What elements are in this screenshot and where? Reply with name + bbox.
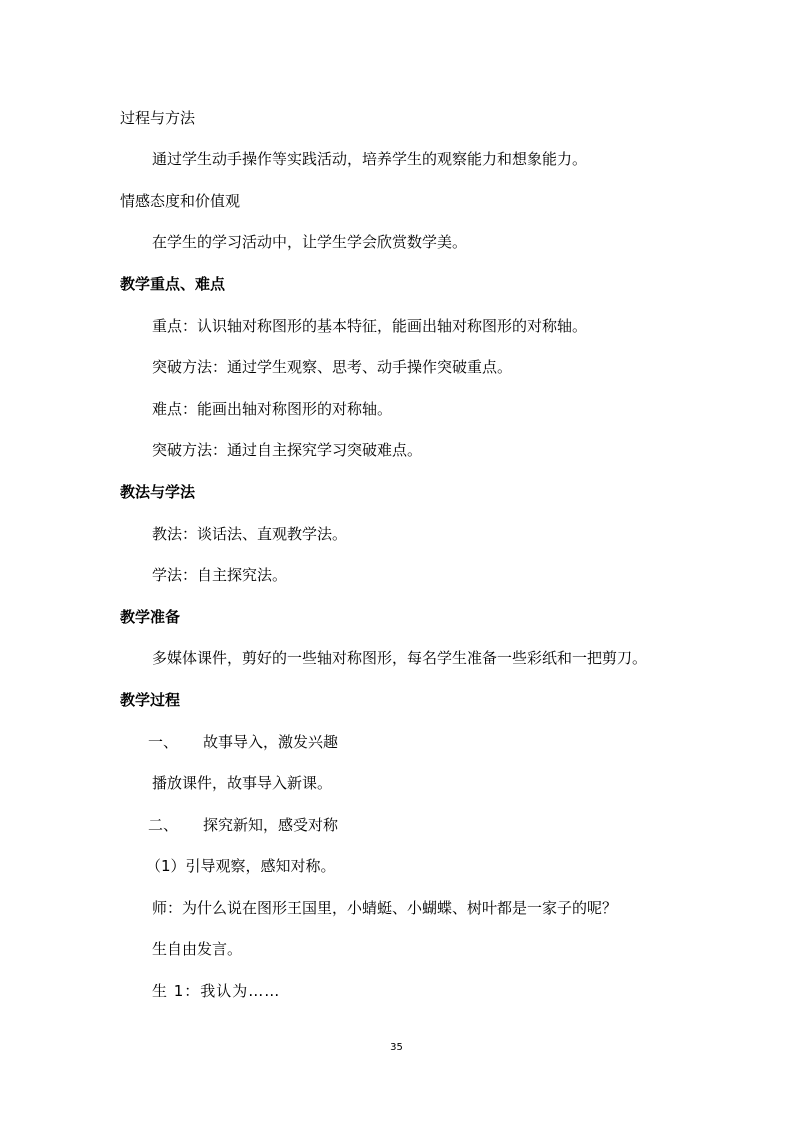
list-item-step2 [0,815,793,835]
page-number: 35 [390,1042,403,1053]
paragraph-emotion-values: 在学生的学习活动中，让学生学会欣赏数学美。 [152,233,468,251]
heading-process: 教学过程 [120,691,181,709]
heading-emotion-values: 情感态度和价值观 [120,192,241,210]
paragraph-student1: 生 1：我认为…… [152,982,281,1000]
paragraph-teaching-method: 教法：谈话法、直观教学法。 [152,525,348,543]
paragraph-key-point: 重点：认识轴对称图形的基本特征，能画出轴对称图形的对称轴。 [152,317,588,335]
paragraph-learning-method: 学法：自主探究法。 [152,566,288,584]
paragraph-sub1: （1）引导观察，感知对称。 [146,857,336,875]
list-title: 探究新知，感受对称 [203,816,339,834]
paragraph-step1: 播放课件，故事导入新课。 [152,774,333,792]
list-item-step1 [0,732,793,752]
paragraph-difficult-point: 难点：能画出轴对称图形的对称轴。 [152,400,393,418]
heading-key-difficult: 教学重点、难点 [120,275,226,293]
heading-process-method: 过程与方法 [120,109,196,127]
list-title: 故事导入，激发兴趣 [203,733,339,751]
paragraph-teacher-question: 师：为什么说在图形王国里，小蜻蜓、小蝴蝶、树叶都是一家子的呢？ [152,899,618,917]
list-number: 一、 [148,733,179,751]
paragraph-process-method: 通过学生动手操作等实践活动，培养学生的观察能力和想象能力。 [152,150,588,168]
heading-methods: 教法与学法 [120,483,196,501]
paragraph-student-free: 生自由发言。 [152,940,243,958]
list-number: 二、 [148,816,179,834]
heading-preparation: 教学准备 [120,608,181,626]
paragraph-preparation: 多媒体课件，剪好的一些轴对称图形，每名学生准备一些彩纸和一把剪刀。 [152,649,648,667]
paragraph-difficult-method: 突破方法：通过自主探究学习突破难点。 [152,441,423,459]
paragraph-key-method: 突破方法：通过学生观察、思考、动手操作突破重点。 [152,358,513,376]
